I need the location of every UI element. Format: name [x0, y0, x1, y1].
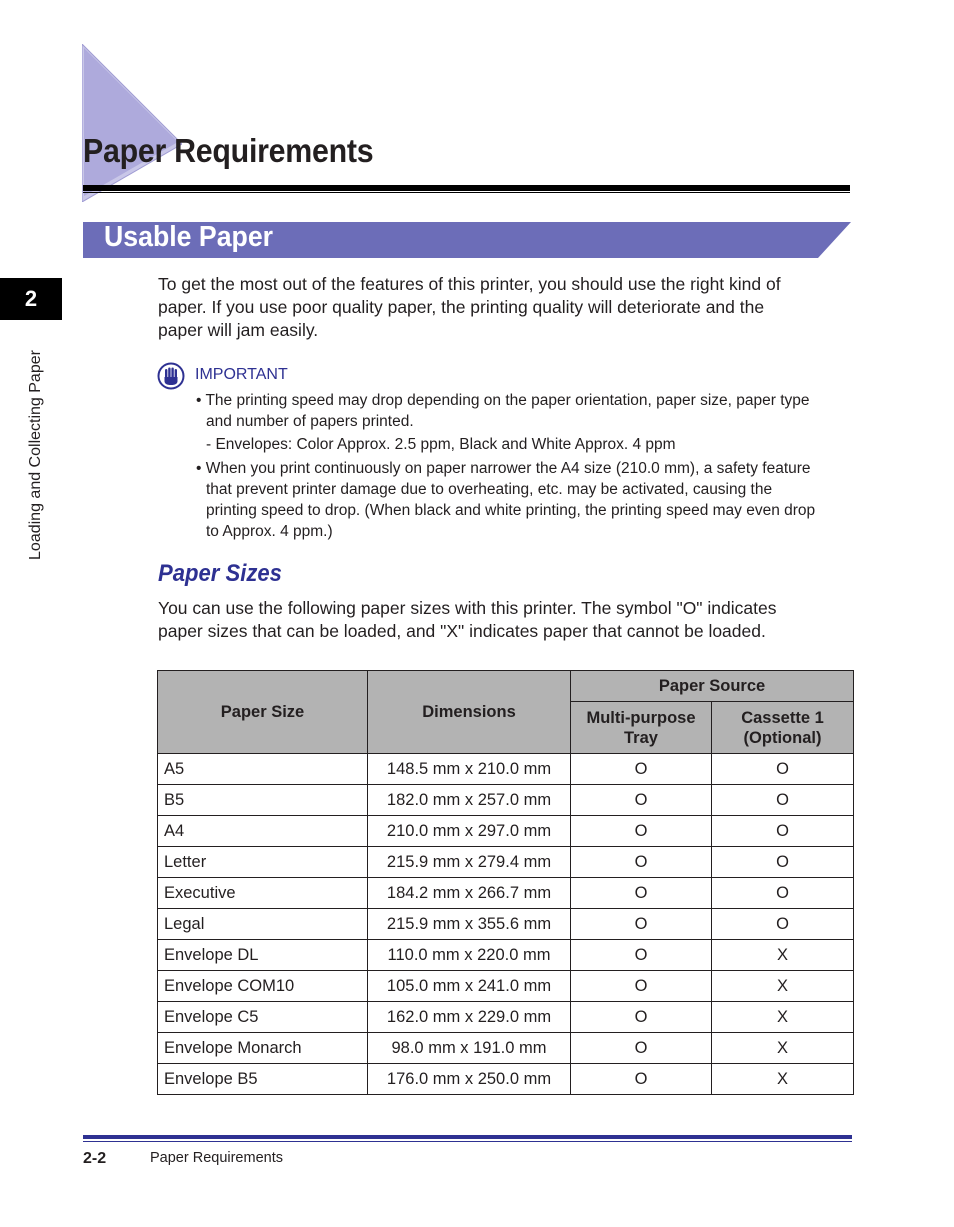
note-sub-item: - Envelopes: Color Approx. 2.5 ppm, Black and White Approx. 4 ppm [206, 436, 676, 453]
cell-cassette: X [712, 1002, 854, 1033]
cell-paper-size: A5 [158, 754, 368, 785]
cell-paper-size: Envelope B5 [158, 1064, 368, 1095]
note-bullet-1: • The printing speed may drop depending on the paper orientation, paper size, paper type [196, 392, 810, 409]
important-hand-icon [157, 362, 185, 390]
cell-dimensions: 148.5 mm x 210.0 mm [368, 754, 571, 785]
cell-paper-size: Envelope COM10 [158, 971, 368, 1002]
cell-mp-tray: O [571, 785, 712, 816]
subsection-title: Paper Sizes [158, 560, 282, 587]
intro-line: paper will jam easily. [158, 320, 319, 340]
table-row [158, 878, 854, 909]
cell-cassette: X [712, 971, 854, 1002]
cell-cassette: X [712, 1033, 854, 1064]
cell-mp-tray: O [571, 909, 712, 940]
paper-sizes-table [157, 670, 854, 1095]
title-rule-thin [83, 192, 850, 193]
sizes-intro-line: paper sizes that can be loaded, and "X" indicates paper that cannot be loaded. [158, 621, 766, 641]
table-row [158, 785, 854, 816]
cell-cassette: O [712, 816, 854, 847]
important-label: IMPORTANT [195, 366, 288, 383]
header-cassette-line2: (Optional) [743, 728, 822, 747]
cell-dimensions: 215.9 mm x 355.6 mm [368, 909, 571, 940]
cell-paper-size: Envelope DL [158, 940, 368, 971]
footer-page-number: 2-2 [83, 1150, 107, 1167]
page-title: Paper Requirements [83, 132, 374, 169]
note-bullet-2: • When you print continuously on paper narrower the A4 size (210.0 mm), a safety feature [196, 460, 811, 477]
table-row [158, 909, 854, 940]
cell-paper-size: B5 [158, 785, 368, 816]
cell-cassette: O [712, 847, 854, 878]
cell-mp-tray: O [571, 1033, 712, 1064]
cell-cassette: O [712, 878, 854, 909]
cell-dimensions: 162.0 mm x 229.0 mm [368, 1002, 571, 1033]
header-dimensions: Dimensions [368, 671, 571, 754]
header-mp-tray-line2: Tray [624, 728, 658, 747]
cell-mp-tray: O [571, 1064, 712, 1095]
cell-dimensions: 210.0 mm x 297.0 mm [368, 816, 571, 847]
footer-rule-thin [83, 1141, 852, 1142]
footer-rule [83, 1135, 852, 1139]
cell-mp-tray: O [571, 754, 712, 785]
header-cassette-line1: Cassette 1 [741, 708, 824, 727]
note-bullet-2-cont: that prevent printer damage due to overheating, etc. may be activated, causing the [206, 481, 773, 498]
cell-dimensions: 215.9 mm x 279.4 mm [368, 847, 571, 878]
cell-mp-tray: O [571, 940, 712, 971]
header-paper-source: Paper Source [571, 671, 854, 702]
cell-dimensions: 110.0 mm x 220.0 mm [368, 940, 571, 971]
table-row [158, 816, 854, 847]
title-rule [83, 185, 850, 191]
cell-mp-tray: O [571, 816, 712, 847]
cell-mp-tray: O [571, 971, 712, 1002]
cell-cassette: O [712, 754, 854, 785]
cell-cassette: O [712, 785, 854, 816]
table-row [158, 754, 854, 785]
note-bullet-1-cont: and number of papers printed. [206, 413, 414, 430]
header-cassette [712, 702, 854, 754]
cell-mp-tray: O [571, 847, 712, 878]
cell-paper-size: Executive [158, 878, 368, 909]
table-row [158, 1064, 854, 1095]
cell-mp-tray: O [571, 1002, 712, 1033]
sizes-intro-line: You can use the following paper sizes with this printer. The symbol "O" indicates [158, 598, 777, 618]
cell-dimensions: 182.0 mm x 257.0 mm [368, 785, 571, 816]
header-mp-tray-line1: Multi-purpose [586, 708, 696, 727]
intro-line: paper. If you use poor quality paper, the printing quality will deteriorate and the [158, 297, 765, 317]
table-row [158, 847, 854, 878]
header-paper-size: Paper Size [158, 671, 368, 754]
chapter-side-label: Loading and Collecting Paper [27, 350, 44, 560]
cell-paper-size: Letter [158, 847, 368, 878]
header-mp-tray [571, 702, 712, 754]
cell-mp-tray: O [571, 878, 712, 909]
chapter-tab: 2 [0, 278, 62, 320]
cell-cassette: X [712, 940, 854, 971]
cell-dimensions: 98.0 mm x 191.0 mm [368, 1033, 571, 1064]
note-bullet-2-cont: printing speed to drop. (When black and white printing, the printing speed may even drop [206, 502, 816, 519]
cell-paper-size: Legal [158, 909, 368, 940]
note-bullet-2-cont: to Approx. 4 ppm.) [206, 523, 333, 540]
cell-paper-size: Envelope Monarch [158, 1033, 368, 1064]
cell-cassette: O [712, 909, 854, 940]
table-row [158, 1033, 854, 1064]
cell-dimensions: 184.2 mm x 266.7 mm [368, 878, 571, 909]
footer-title: Paper Requirements [150, 1150, 283, 1166]
cell-dimensions: 176.0 mm x 250.0 mm [368, 1064, 571, 1095]
cell-paper-size: A4 [158, 816, 368, 847]
corner-triangle-decoration [82, 44, 182, 202]
table-row [158, 971, 854, 1002]
cell-cassette: X [712, 1064, 854, 1095]
intro-line: To get the most out of the features of this printer, you should use the right kind of [158, 274, 781, 294]
table-row [158, 1002, 854, 1033]
table-row [158, 940, 854, 971]
cell-paper-size: Envelope C5 [158, 1002, 368, 1033]
cell-dimensions: 105.0 mm x 241.0 mm [368, 971, 571, 1002]
section-title: Usable Paper [104, 221, 274, 253]
